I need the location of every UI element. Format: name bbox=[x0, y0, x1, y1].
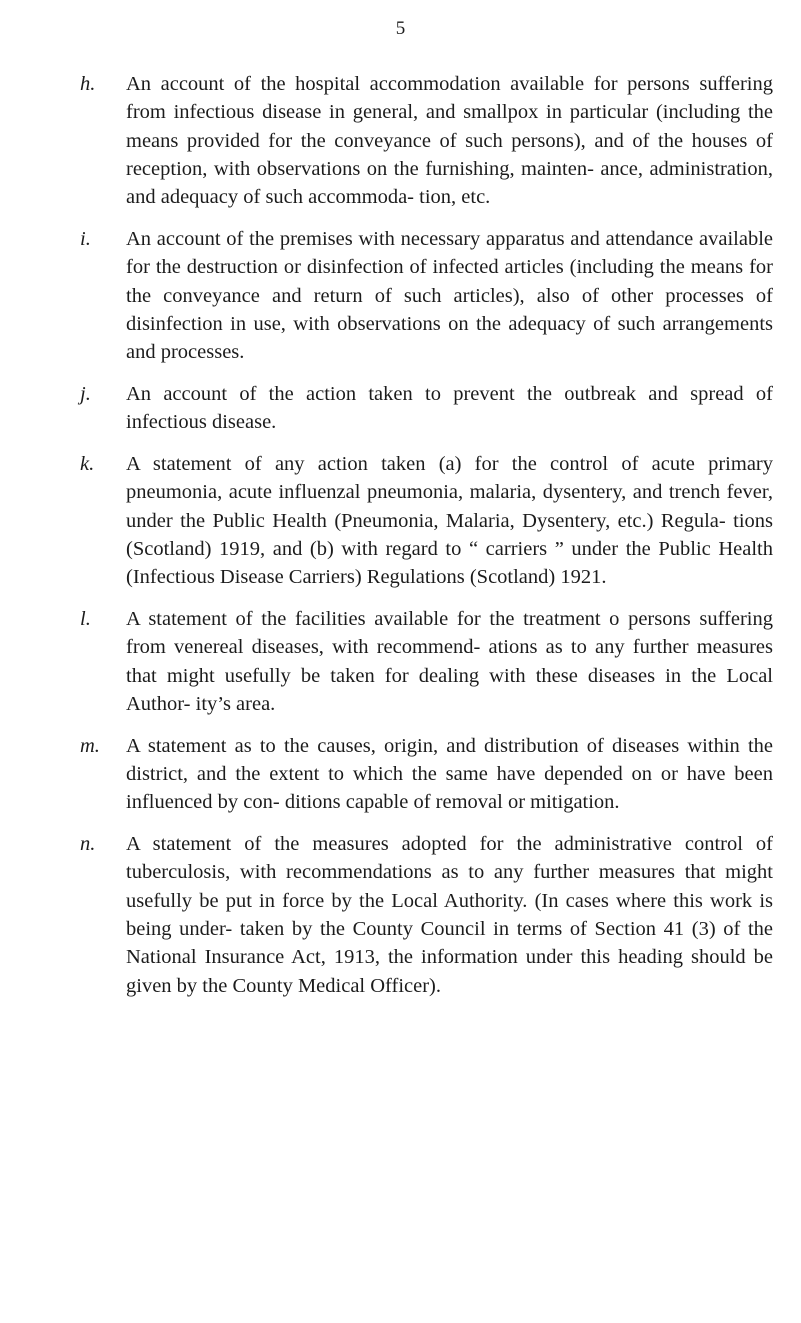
list-item-j bbox=[0, 380, 773, 437]
item-letter: k. bbox=[80, 453, 95, 476]
item-letter: m. bbox=[80, 734, 100, 757]
item-letter: h. bbox=[80, 73, 96, 95]
item-text: A statement as to the causes, origin, and distribution of diseases within the district, and the extent to which the same have depended on or have been influenced by con- ditions capable of removal or mitigation. bbox=[126, 734, 773, 814]
page-number: 5 bbox=[395, 18, 406, 39]
item-text: A statement of the measures adopted for the administrative control of tuberculosis, with recommendations as to any further measures that might usefully be put in force by the Local Authority. (In cases where this work is being under- taken by the County Council in terms of Section 41 (3) of the National Insurance Act, 1913, the information under this heading should be given by the County Medical Officer). bbox=[126, 833, 773, 997]
list-item-n bbox=[0, 830, 773, 1000]
list-item-m bbox=[0, 732, 773, 817]
requirements-list bbox=[0, 70, 801, 1013]
item-letter: i. bbox=[80, 227, 91, 250]
item-text: An account of the action taken to prevent the outbreak and spread of infectious disease. bbox=[126, 382, 773, 434]
item-letter: l. bbox=[80, 608, 91, 631]
list-item-l bbox=[0, 605, 773, 718]
list-item-i bbox=[0, 225, 773, 366]
list-item-k bbox=[0, 450, 773, 591]
item-text: A statement of any action taken (a) for the control of acute primary pneumonia, acute influenzal pneumonia, malaria, dysentery, and trench fever, under the Public Health (Pneumonia, Malaria, Dysentery, etc.) Regula- tions (Scotland) 1919, and (b) with regard to “ carriers ” under the Public Health (Infectious Disease Carriers) Regulations (Scotland) 1921. bbox=[126, 453, 773, 589]
item-letter: n. bbox=[80, 833, 96, 856]
item-letter: j. bbox=[80, 382, 91, 405]
list-item-h bbox=[0, 70, 773, 211]
item-text: An account of the premises with necessary apparatus and attendance available for the destruction or disinfection of infected articles (including the means for the conveyance and return of such articles), also of other processes of disinfection in use, with observations on the adequacy of such arrangements and processes. bbox=[126, 227, 773, 364]
item-text: An account of the hospital accommodation available for persons suffering from infectious disease in general, and smallpox in particular (including the means provided for the conveyance of such persons), and of the houses of reception, with observations on the furnishing, mainten- ance, administration, and adequacy of such accommoda- tion, etc. bbox=[126, 73, 773, 209]
item-text: A statement of the facilities available for the treatment o persons suffering from venereal diseases, with recommend- ations as to any further measures that might usefully be taken for dealing with these diseases in the Local Author- ity’s area. bbox=[126, 608, 773, 715]
